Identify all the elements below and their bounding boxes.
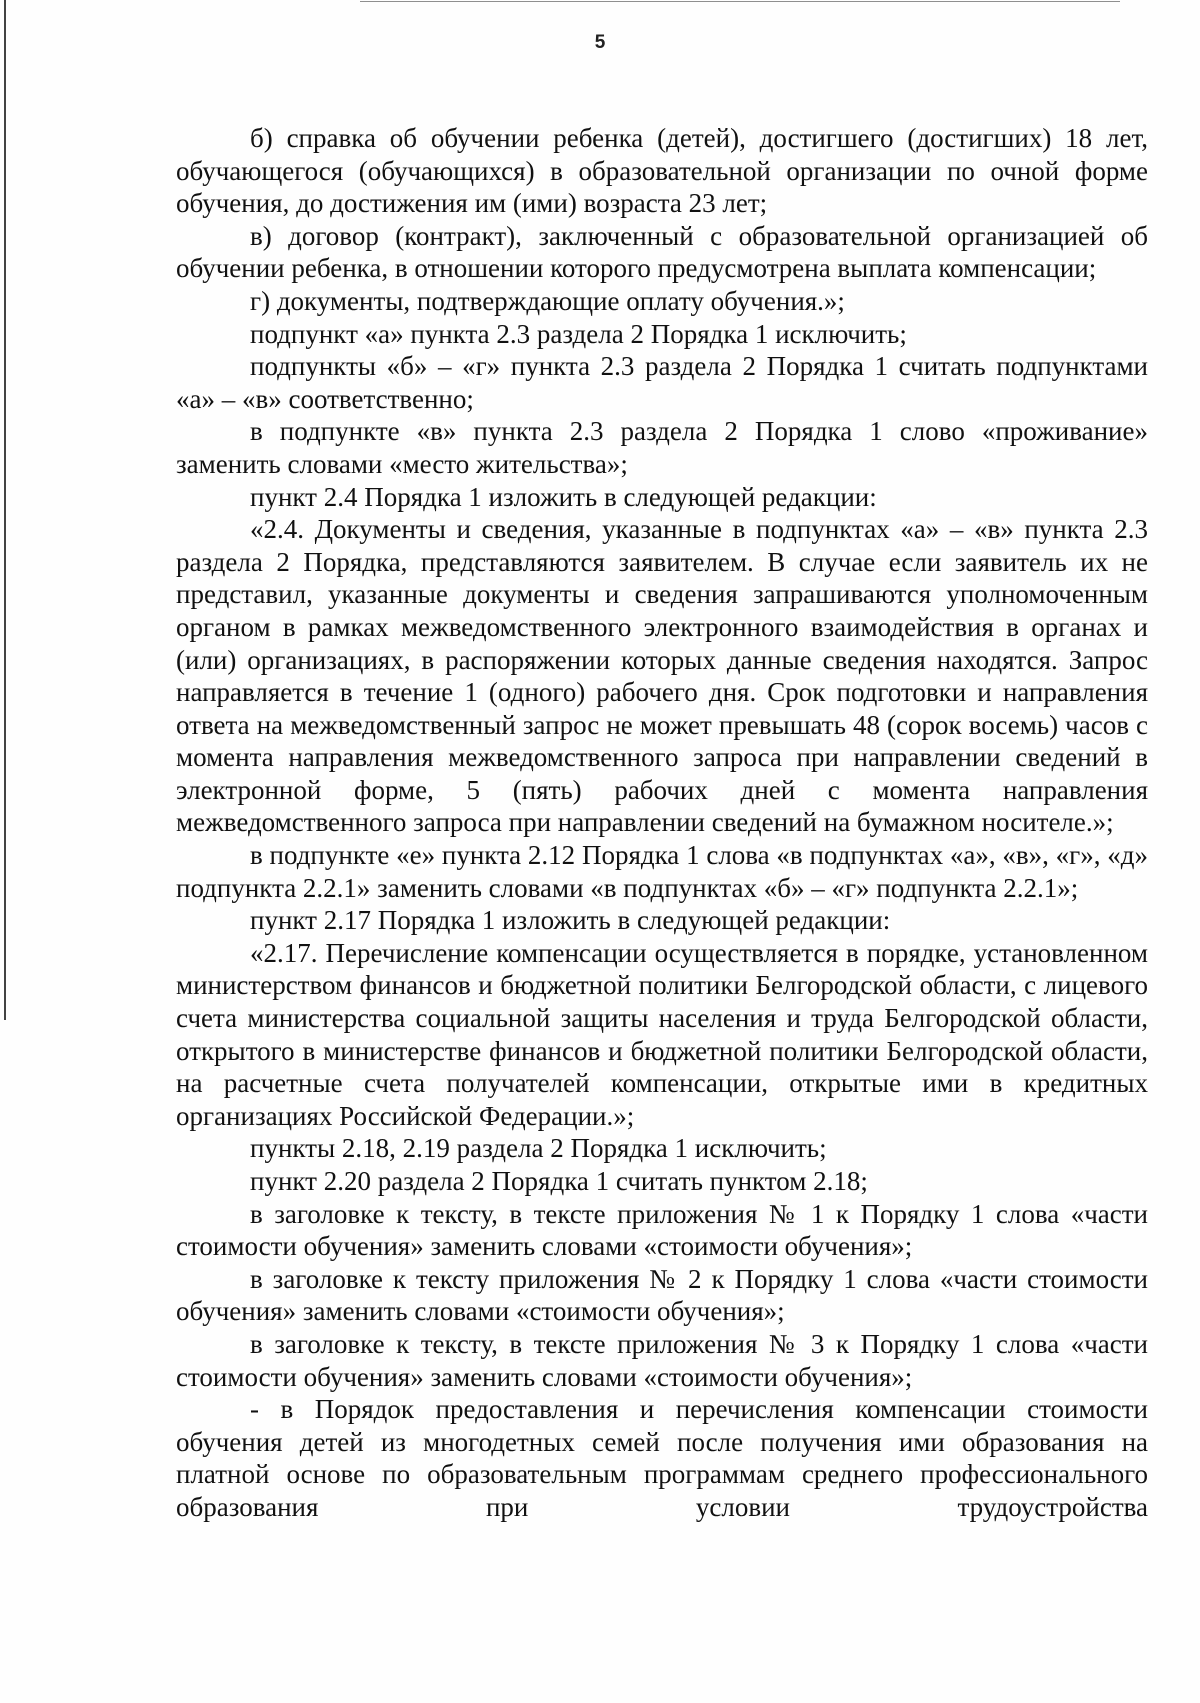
page-number: 5 (594, 32, 606, 53)
paragraph-4: подпункт «а» пункта 2.3 раздела 2 Порядка 1 исключить; (250, 318, 907, 349)
paragraph-9: в подпункте «е» пункта 2.12 Порядка 1 слова «в подпунктах «а», «в», «г», «д» подпункта 2.2.1» заменить словами «в подпунктах «б» – «г» подпункта 2.2.1»; (176, 840, 1148, 903)
paragraph-10: пункт 2.17 Порядка 1 изложить в следующей редакции: (250, 905, 891, 936)
paragraph-15: в заголовке к тексту приложения № 2 к Порядку 1 слова «части стоимости обучения» заменить словами «стоимости обучения»; (176, 1263, 1148, 1327)
scan-edge-top (360, 1, 1120, 2)
paragraph-8: «2.4. Документы и сведения, указанные в подпунктах «а» – «в» пункта 2.3 раздела 2 Порядка, представляются заявителем. В случае если заявитель их не представил, указанные документы и сведения запрашиваются уполномоченным органом в рамках межведомственного электронного взаимодействия в органах и (или) организациях, в распоряжении которых данные сведения находятся. Запрос направляется в течение 1 (одного) рабочего дня. Срок подготовки и направления ответа на межведомственный запрос не может превышать 48 (сорок восемь) часов с момента направления межведомственного запроса при направлении сведений в электронной форме, 5 (пять) рабочих дней с момента направления межведомственного запроса при направлении сведений на бумажном носителе.»; (176, 514, 1148, 838)
scan-edge-left (4, 0, 6, 1020)
paragraph-2: в) договор (контракт), заключенный с образовательной организацией об обучении ребенка, в отношении которого предусмотрена выплата компенсации; (176, 220, 1148, 284)
paragraph-7: пункт 2.4 Порядка 1 изложить в следующей редакции: (250, 481, 877, 512)
document-body (176, 122, 1148, 1524)
paragraph-16: в заголовке к тексту, в тексте приложения № 3 к Порядку 1 слова «части стоимости обучения» заменить словами «стоимости обучения»; (176, 1328, 1148, 1392)
paragraph-1: б) справка об обучении ребенка (детей), достигшего (достигших) 18 лет, обучающегося (обучающихся) в образовательной организации по очной форме обучения, до достижения им (ими) возраста 23 лет; (176, 123, 1148, 219)
paragraph-13: пункт 2.20 раздела 2 Порядка 1 считать пунктом 2.18; (250, 1166, 868, 1196)
paragraph-3: г) документы, подтверждающие оплату обучения.»; (250, 285, 845, 316)
paragraph-14: в заголовке к тексту, в тексте приложения № 1 к Порядку 1 слова «части стоимости обучения» заменить словами «стоимости обучения»; (176, 1198, 1148, 1262)
paragraph-5: подпункты «б» – «г» пункта 2.3 раздела 2 Порядка 1 считать подпунктами «а» – «в» соответственно; (176, 351, 1148, 414)
paragraph-17: - в Порядок предоставления и перечисления компенсации стоимости обучения детей из многодетных семей после получения ими образования на платной основе по образовательным программам среднего профессионального образования при условии трудоустройства (176, 1394, 1148, 1522)
paragraph-12: пункты 2.18, 2.19 раздела 2 Порядка 1 исключить; (250, 1133, 827, 1164)
paragraph-11: «2.17. Перечисление компенсации осуществляется в порядке, установленном министерством финансов и бюджетной политики Белгородской области, с лицевого счета министерства социальной защиты населения и труда Белгородской области, открытого в министерстве финансов и бюджетной политики Белгородской области, на расчетные счета получателей компенсации, открытые ими в кредитных организациях Российской Федерации.»; (176, 937, 1148, 1131)
paragraph-6: в подпункте «в» пункта 2.3 раздела 2 Порядка 1 слово «проживание» заменить словами «место жительства»; (176, 416, 1148, 479)
